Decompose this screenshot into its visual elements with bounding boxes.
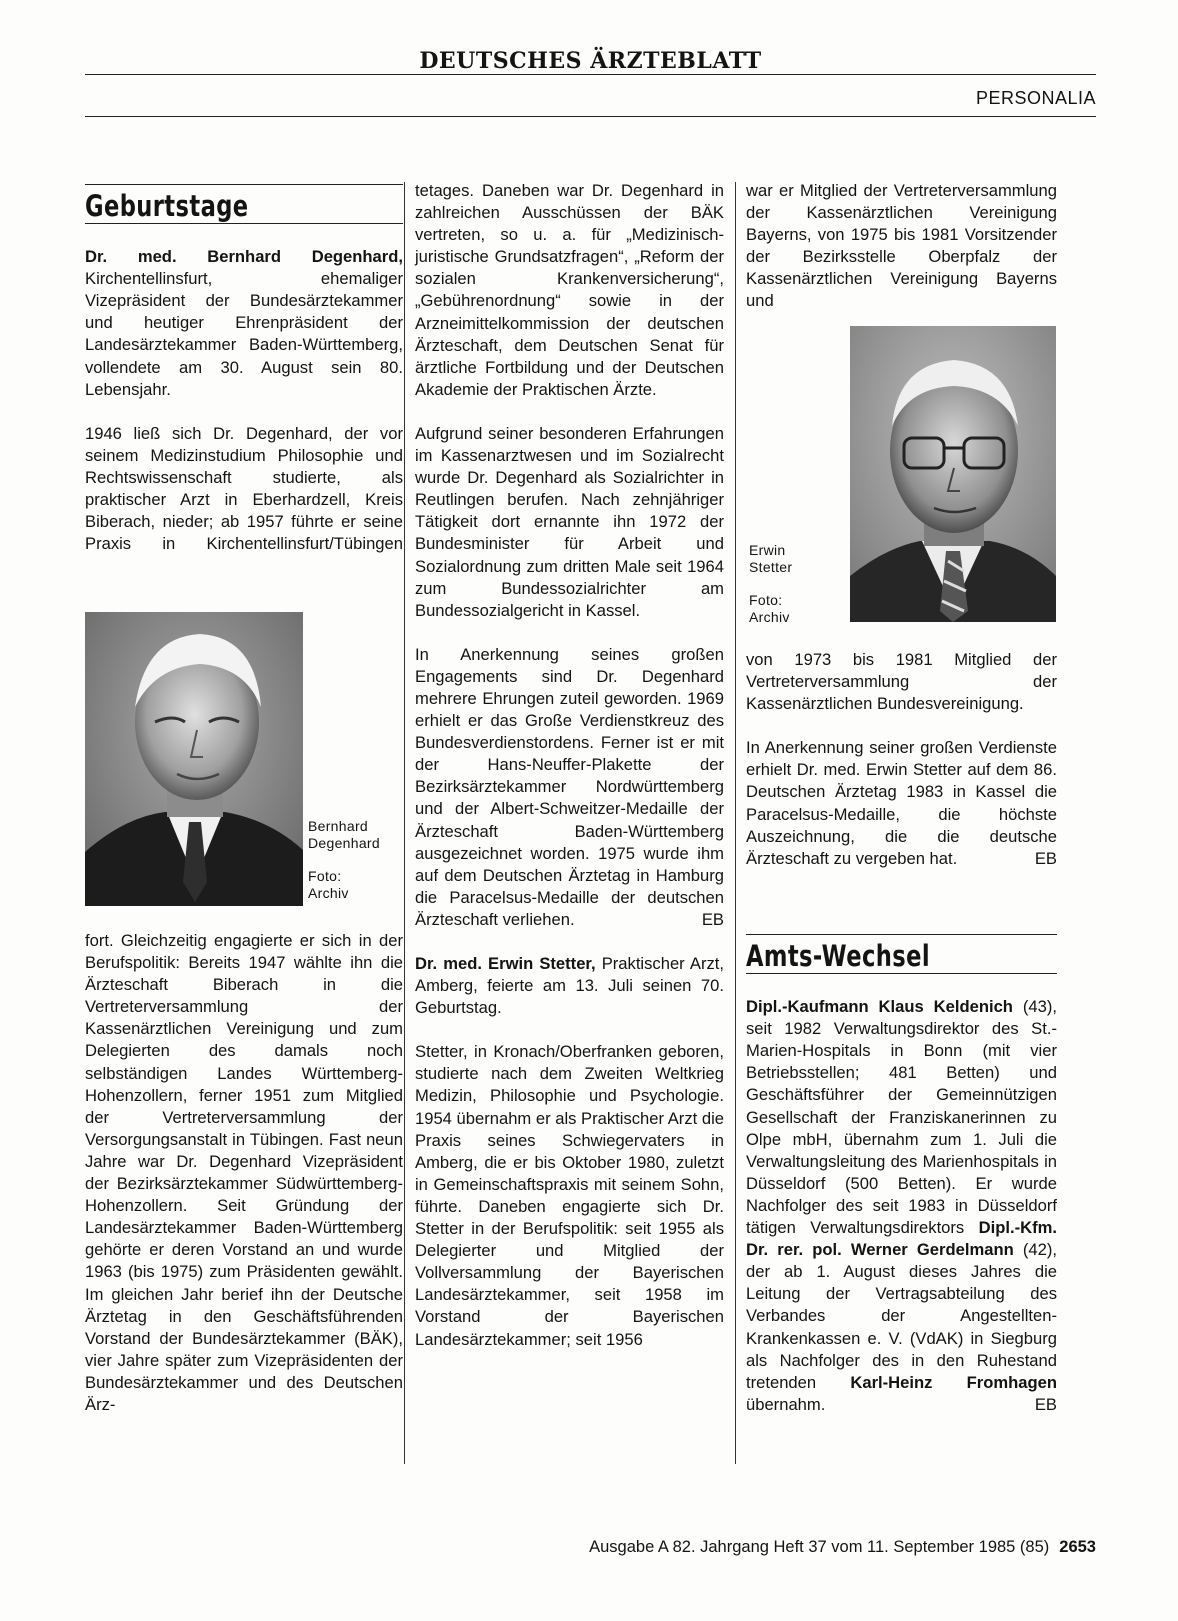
article-stetter-p2: Stetter, in Kronach/Oberfranken geboren, studierte nach dem Zweiten Weltkrieg Medizin, Philosophie und Psychologie. 1954 übernahm er als Praktischer Arzt die Praxis seines Schwiegervaters in Amberg, die er bis Oktober 1980, zuletzt in Gemeinschaftspraxis mit seinem Sohn, führte. Daneben engagierte sich Dr. Stetter in der Berufspolitik: seit 1955 als Delegierter und Mitglied der Vollversammlung der Bayerischen Landesärztekammer, seit 1958 im Vorstand der Bayerischen Landesärztekammer; seit 1956 (415, 1042, 724, 1349)
person-name: Dr. med. Bernhard Degenhard, (85, 247, 403, 267)
person-name: Dr. med. Erwin Stetter, (415, 954, 596, 973)
column-3-amtswechsel (746, 934, 1057, 1416)
heading-rule-top (746, 934, 1057, 935)
article-degenhard-p5: Aufgrund seiner besonderen Erfahrungen im Kassenarztwesen und im Sozialrecht wurde Dr. Degenhard als Sozialrichter in Reutlingen berufen. Nach zehnjähriger Tätigkeit dort ernannte ihn 1972 der Bundesminister für Arbeit und Sozialordnung zum dritten Male seit 1964 zum Bundessozialrichter am Bundessozialgericht in Kassel. (415, 423, 724, 620)
article-stetter-intro: Dr. med. Erwin Stetter, Praktischer Arzt, Amberg, feierte am 13. Juli seinen 70. Geburtstag. (415, 954, 724, 1018)
article-keldenich: Dipl.-Kaufmann Klaus Keldenich (43), seit 1982 Verwaltungsdirektor des St.-Marien-Hospitals in Bonn (mit vier Betriebsstellen; 481 Betten) und Geschäftsführer der Gemeinnützigen Gesellschaft der Franziskanerinnen zu Olpe mbH, übernahm zum 1. Juli die Verwaltungsleitung des Marienhospitals in Düsseldorf (500 Betten). Er wurde Nachfolger des seit 1983 in Düsseldorf tätigen Verwaltungsdirektors Dipl.-Kfm. Dr. rer. pol. Werner Gerdelmann (42), der ab 1. August dieses Jahres die Leitung der Vertragsabteilung des Verbandes der Angestellten-Krankenkassen e. V. (VdAK) in Siegburg als Nachfolger des in den Ruhestand tretenden Karl-Heinz Fromhagen übernahm. EB (746, 996, 1057, 1416)
heading-geburtstage: Geburtstage (85, 189, 249, 223)
heading-rule-bottom (746, 973, 1057, 974)
heading-rule-top (85, 184, 403, 185)
person-name: Dipl.-Kaufmann Klaus Keldenich (746, 997, 1013, 1017)
article-stetter-p3: war er Mitglied der Vertreterversammlung der Kassenärztlichen Vereinigung Bayerns, von 1975 bis 1981 Vorsitzender der Bezirksstelle Oberpfalz der Kassenärztlichen Vereinigung Bayerns und (746, 181, 1057, 311)
column-1-continued (85, 930, 403, 1416)
signature: EB (1034, 1394, 1057, 1414)
article-text: Kirchentellinsfurt, ehemaliger Vizepräsident der Bundesärztekammer und heutiger Ehrenpräsident der Landesärztekammer Baden-Württemberg, vollendete am 30. August sein 80. Lebensjahr. (85, 269, 403, 399)
section-rule (85, 116, 1096, 117)
portrait-erwin-stetter (850, 326, 1056, 622)
article-stetter-p5: In Anerkennung seiner großen Verdienste erhielt Dr. med. Erwin Stetter auf dem 86. Deutschen Ärztetag 1983 in Kassel die Paracelsus-Medaille, die höchste Auszeichnung, die die deutsche Ärzteschaft zu vergeben hat. EB (746, 737, 1057, 870)
column-2 (415, 180, 724, 1351)
heading-rule-bottom (85, 223, 403, 224)
article-degenhard-p4: tetages. Daneben war Dr. Degenhard in zahlreichen Ausschüssen der BÄK vertreten, so u. a. für „Medizinisch-juristische Grundsatzfragen“, „Reform der sozialen Krankenversicherung“, „Gebührenordnung“ sowie in der Arzneimittelkommission der deutschen Ärzteschaft, dem Deutschen Senat für ärztliche Fortbildung und der Deutschen Akademie der Praktischen Ärzte. (415, 181, 724, 399)
heading-amts-wechsel: Amts-Wechsel (746, 939, 930, 973)
masthead: DEUTSCHES ÄRZTEBLATT (419, 48, 762, 74)
column-3-continued (746, 649, 1057, 892)
issue-info: Ausgabe A 82. Jahrgang Heft 37 vom 11. September 1985 (85) (589, 1538, 1050, 1556)
section-label: PERSONALIA (975, 88, 1096, 108)
article-degenhard-p3: fort. Gleichzeitig engagierte er sich in der Berufspolitik: Bereits 1947 wählte ihn die Ärzteschaft Biberach in die Vertreterversammlung der Kassenärztlichen Vereinigung und zum Delegierten des damals noch selbständigen Landes Württemberg-Hohenzollern, ferner 1951 zum Mitglied der Vertreterversammlung der Versorgungsanstalt in Tübingen. Fast neun Jahre war Dr. Degenhard Vizepräsident der Bezirksärztekammer Südwürttemberg-Hohenzollern. Seit Gründung der Landesärztekammer Baden-Württemberg gehörte er deren Vorstand an und wurde 1963 (bis 1975) zum Präsidenten gewählt. Im gleichen Jahr berief ihn der Deutsche Ärztetag in den Geschäftsführenden Vorstand der Bundesärztekammer (BÄK), vier Jahre später zum Vizepräsidenten der Bundesärztekammer und des Deutschen Ärz- (85, 931, 403, 1414)
portrait-bernhard-degenhard (85, 612, 303, 906)
column-divider-2 (735, 182, 736, 1464)
masthead-rule (85, 74, 1096, 75)
column-3 (746, 180, 1057, 313)
article-stetter-p4: von 1973 bis 1981 Mitglied der Vertreterversammlung der Kassenärztlichen Bundesvereinigung. (746, 650, 1057, 714)
person-name: Dipl.-Kfm. Dr. rer. pol. Werner Gerdelmann (746, 1218, 1057, 1260)
signature: EB (701, 909, 724, 929)
article-degenhard-p2: 1946 ließ sich Dr. Degenhard, der vor seinem Medizinstudium Philosophie und Rechtswissenschaft studierte, als praktischer Arzt in Eberhardzell, Kreis Biberach, nieder; ab 1957 führte er seine Praxis in Kirchentellinsfurt/Tübingen (85, 423, 403, 554)
page-number: 2653 (1059, 1538, 1096, 1556)
caption-degenhard: Bernhard Degenhard Foto: Archiv (308, 818, 380, 901)
signature: EB (1034, 848, 1057, 868)
column-1 (85, 184, 403, 577)
page-footer (85, 1538, 1096, 1557)
article-degenhard-intro (85, 246, 403, 401)
person-name: Karl-Heinz Fromhagen (850, 1372, 1057, 1392)
article-degenhard-p6: In Anerkennung seines großen Engagements sind Dr. Degenhard mehrere Ehrungen zuteil geworden. 1969 erhielt er das Große Verdienstkreuz des Bundesverdienstordens. Ferner ist er mit der Hans-Neuffer-Plakette der Bezirksärztekammer Nordwürttemberg und der Albert-Schweitzer-Medaille der Ärzteschaft Baden-Württemberg ausgezeichnet worden. 1975 wurde ihm auf dem Deutschen Ärztetag in Hamburg die Paracelsus-Medaille der deutschen Ärzteschaft verliehen. EB (415, 644, 724, 931)
column-divider-1 (404, 182, 405, 1464)
caption-stetter: Erwin Stetter Foto: Archiv (749, 542, 793, 625)
